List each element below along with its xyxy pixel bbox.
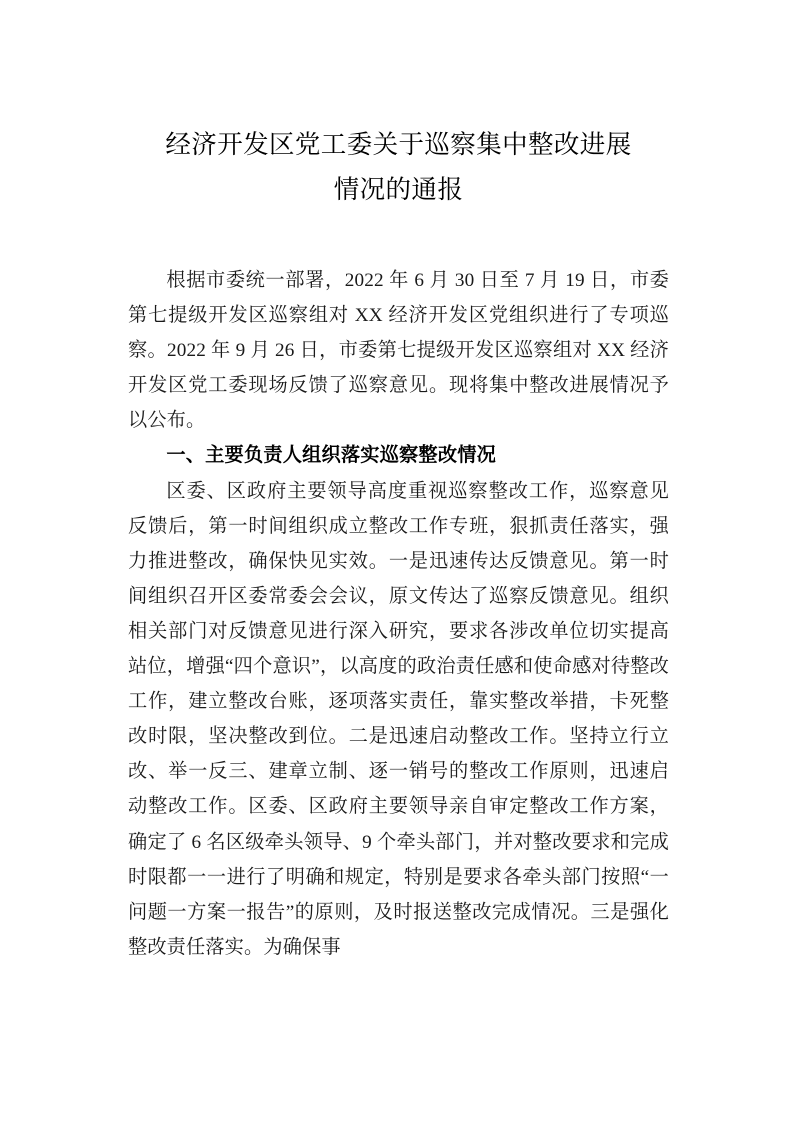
page-title-line-2: 情况的通报 (333, 175, 464, 204)
document-title-block (128, 122, 669, 212)
section-heading-1: 一、主要负责人组织落实巡察整改情况 (166, 445, 496, 467)
intro-paragraph: 根据市委统一部署，2022 年 6 月 30 日至 7 月 19 日，市委第七提级开发区巡察组对 XX 经济开发区党组织进行了专项巡察。2022 年 9 月 26 日，市委第七提级开发区巡察组对 XX 经济开发区党工委现场反馈了巡察意见。现将集中整改进展情况予以公布。 (128, 270, 669, 432)
section-1-paragraph: 区委、区政府主要领导高度重视巡察整改工作，巡察意见反馈后，第一时间组织成立整改工作专班，狠抓责任落实，强力推进整改，确保快见实效。一是迅速传达反馈意见。第一时间组织召开区委常委会会议，原文传达了巡察反馈意见。组织相关部门对反馈意见进行深入研究，要求各涉改单位切实提高站位，增强“四个意识”，以高度的政治责任感和使命感对待整改工作，建立整改台账，逐项落实责任，靠实整改举措，卡死整改时限，坚决整改到位。二是迅速启动整改工作。坚持立行立改、举一反三、建章立制、逐一销号的整改工作原则，迅速启动整改工作。区委、区政府主要领导亲自审定整改工作方案，确定了 6 名区级牵头领导、9 个牵头部门，并对整改要求和完成时限都一一进行了明确和规定，特别是要求各牵头部门按照“一问题一方案一报告”的原则，及时报送整改完成情况。三是强化整改责任落实。为确保事 (128, 480, 669, 958)
document-body (128, 263, 669, 965)
page-title (128, 122, 669, 212)
page-title-line-1: 经济开发区党工委关于巡察集中整改进展 (165, 130, 632, 159)
